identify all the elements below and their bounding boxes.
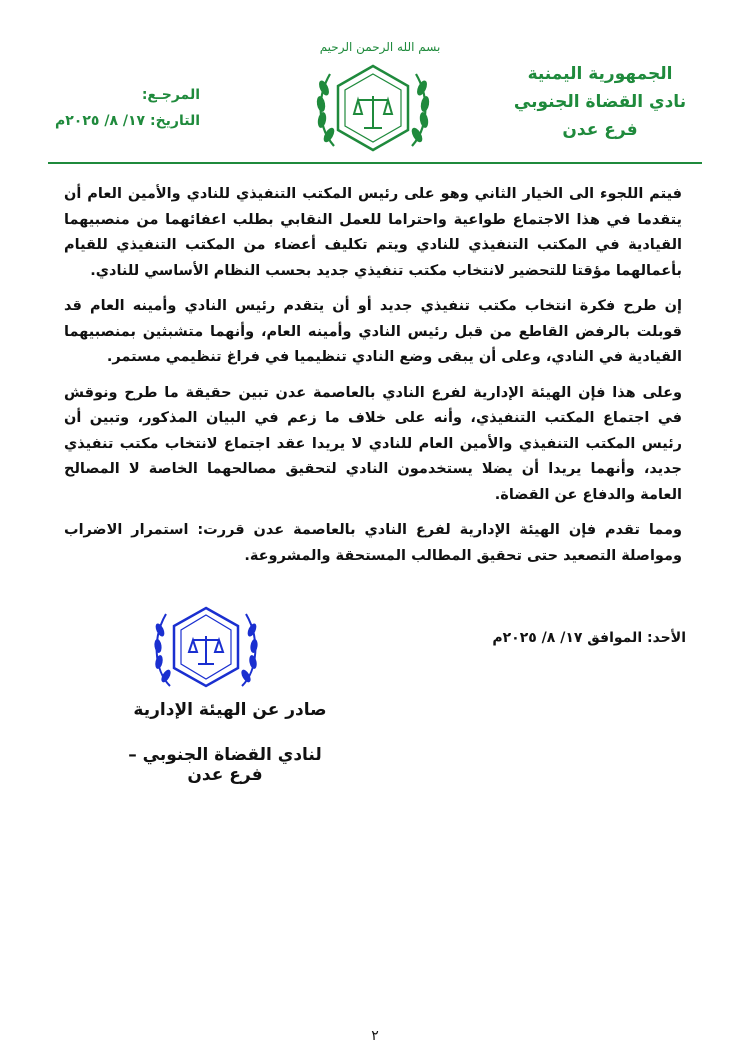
letterhead-right <box>500 60 700 144</box>
letterhead-left <box>40 82 200 134</box>
basmala: بسم الله الرحمن الرحيم <box>319 40 441 54</box>
reference-label: المرجـع: <box>141 87 200 103</box>
page-number: ٢ <box>371 1028 379 1044</box>
country-name: الجمهورية اليمنية <box>527 64 673 84</box>
header-divider <box>48 162 702 164</box>
issued-by: صادر عن الهيئة الإدارية <box>133 700 327 720</box>
date-label: التاريخ: ١٧/ ٨/ ٢٠٢٥م <box>55 113 200 129</box>
letter-body <box>64 182 682 579</box>
body-paragraph: ومما تقدم فإن الهيئة الإدارية لفرع النادي بالعاصمة عدن قررت: استمرار الاضراب ومواصلة التصعيد حتى تحقيق المطالب المستحقة والمشروعة. <box>64 522 682 564</box>
body-paragraph: وعلى هذا فإن الهيئة الإدارية لفرع النادي بالعاصمة عدن تبين حقيقة ما طرح ونوقش في اجتماع المكتب التنفيذي، وأنه على خلاف ما زعم في البيان المذكور، وتبين أن رئيس المكتب التنفيذي والأمين العام للنادي لا يريدا عقد اجتماع لانتخاب مكتب تنفيذي جديد، وأنهما يريدا أن يضلا يستخدمون النادي لتحقيق مصالحهما الخاصة لا المصالح العامة والدفاع عن القضاة. <box>64 384 682 503</box>
club-name: نادي القضاة الجنوبي <box>513 92 687 112</box>
club-emblem-logo <box>312 58 434 158</box>
body-paragraph: إن طرح فكرة انتخاب مكتب تنفيذي جديد أو أن يتقدم رئيس النادي وأمينه العام قد قوبلت بالرفض القاطع من قبل رئيس النادي وأمينه العام، وأنهما متشبثين بمنصبيهما القيادية في النادي، وعلى أن يبقى وضع النادي تنظيميا في فراغ تنظيمي مستمر. <box>64 298 682 365</box>
branch-name: فرع عدن <box>562 120 638 140</box>
body-paragraph: فيتم اللجوء الى الخيار الثاني وهو على رئيس المكتب التنفيذي للنادي والأمين العام أن يتقدما في هذا الاجتماع طواعية واحتراما للعمل النقابي بطلب اعفائهما من منصبيهما القيادية في المكتب التنفيذي للنادي ويتم تكليف أعضاء من المكتب التنفيذي للقيام بأعمالهما مؤقتا للتحضير لانتخاب مكتب تنفيذي جديد بحسب النظام الأساسي للنادي. <box>64 186 682 279</box>
signing-date: الأحد: الموافق ١٧/ ٨/ ٢٠٢٥م <box>492 630 686 646</box>
issuer-name: لنادي القضاة الجنوبي – فرع عدن <box>128 745 322 785</box>
official-stamp <box>150 600 262 698</box>
